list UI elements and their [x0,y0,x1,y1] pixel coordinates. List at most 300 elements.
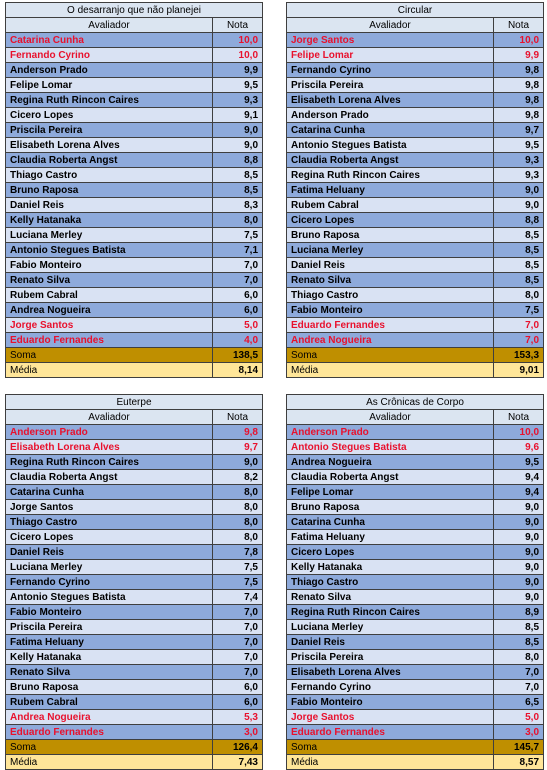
score-value: 8,0 [494,288,544,303]
evaluator-name: Luciana Merley [287,620,494,635]
sum-value: 138,5 [213,348,263,363]
evaluator-name: Jorge Santos [6,500,213,515]
evaluator-name: Fernando Cyrino [6,575,213,590]
table-row [6,243,263,258]
score-value: 8,5 [494,243,544,258]
evaluator-name: Anderson Prado [6,425,213,440]
score-value: 7,0 [213,620,263,635]
evaluator-name: Rubem Cabral [287,198,494,213]
table-row [6,605,263,620]
evaluator-name: Bruno Raposa [6,680,213,695]
score-value: 7,5 [213,560,263,575]
column-header-row [6,18,263,33]
evaluator-name: Fabio Monteiro [6,258,213,273]
table-title-row [287,3,544,18]
sum-row [287,740,544,755]
average-label: Média [287,363,494,378]
table-row [287,333,544,348]
score-value: 8,5 [494,228,544,243]
table-row [6,545,263,560]
table-row [287,650,544,665]
table-row [6,138,263,153]
table-row [6,318,263,333]
table-row [287,48,544,63]
table-row [6,258,263,273]
column-header-evaluator: Avaliador [287,410,494,425]
score-value: 9,3 [213,93,263,108]
table-row [287,318,544,333]
score-value: 9,8 [494,78,544,93]
table-row [287,710,544,725]
table-row [6,123,263,138]
score-table [5,394,263,770]
score-value: 10,0 [213,33,263,48]
score-value: 8,5 [213,168,263,183]
score-value: 8,5 [494,635,544,650]
score-value: 8,8 [213,153,263,168]
score-value: 9,0 [213,455,263,470]
score-value: 7,0 [494,333,544,348]
evaluator-name: Kelly Hatanaka [6,650,213,665]
table-row [287,213,544,228]
table-row [6,183,263,198]
evaluator-name: Fatima Heluany [287,183,494,198]
evaluator-name: Andrea Nogueira [6,710,213,725]
evaluator-name: Fabio Monteiro [6,605,213,620]
evaluator-name: Luciana Merley [6,560,213,575]
score-value: 5,0 [213,318,263,333]
table-row [287,123,544,138]
score-value: 9,0 [494,515,544,530]
score-value: 9,8 [494,108,544,123]
score-value: 9,6 [494,440,544,455]
evaluator-name: Regina Ruth Rincon Caires [287,605,494,620]
table-row [6,228,263,243]
column-header-row [6,410,263,425]
score-value: 8,5 [494,620,544,635]
score-value: 8,0 [213,515,263,530]
score-value: 9,0 [494,500,544,515]
table-row [287,500,544,515]
table-row [287,590,544,605]
evaluator-name: Catarina Cunha [287,515,494,530]
average-value: 9,01 [494,363,544,378]
evaluator-name: Antonio Stegues Batista [287,138,494,153]
evaluator-name: Priscila Pereira [6,620,213,635]
score-value: 9,1 [213,108,263,123]
table-row [287,695,544,710]
evaluator-name: Fatima Heluany [287,530,494,545]
table-row [6,635,263,650]
evaluator-name: Daniel Reis [287,258,494,273]
evaluator-name: Cicero Lopes [6,108,213,123]
table-row [6,455,263,470]
table-row [287,33,544,48]
evaluator-name: Fabio Monteiro [287,695,494,710]
table-row [6,63,263,78]
table-row [6,515,263,530]
column-header-row [287,18,544,33]
evaluator-name: Eduardo Fernandes [6,725,213,740]
table-row [6,303,263,318]
average-value: 7,43 [213,755,263,770]
score-value: 9,8 [494,93,544,108]
score-value: 8,0 [213,485,263,500]
score-value: 7,0 [494,680,544,695]
table-row [287,620,544,635]
table-row [6,680,263,695]
column-header-score: Nota [494,18,544,33]
score-value: 9,0 [494,545,544,560]
score-value: 9,0 [213,138,263,153]
score-value: 6,0 [213,680,263,695]
sum-row [6,740,263,755]
sum-row [6,348,263,363]
table-row [287,470,544,485]
score-value: 7,5 [213,228,263,243]
evaluator-name: Claudia Roberta Angst [6,153,213,168]
evaluator-name: Felipe Lomar [287,48,494,63]
evaluator-name: Jorge Santos [287,33,494,48]
score-table [286,394,544,770]
table-row [287,138,544,153]
evaluator-name: Antonio Stegues Batista [6,590,213,605]
score-value: 7,5 [213,575,263,590]
score-value: 5,0 [494,710,544,725]
evaluator-name: Fernando Cyrino [6,48,213,63]
evaluator-name: Fabio Monteiro [287,303,494,318]
score-value: 7,1 [213,243,263,258]
average-label: Média [6,363,213,378]
sum-label: Soma [287,348,494,363]
evaluator-name: Eduardo Fernandes [287,318,494,333]
table-row [6,470,263,485]
evaluator-name: Thiago Castro [6,168,213,183]
score-value: 7,0 [494,665,544,680]
evaluator-name: Catarina Cunha [287,123,494,138]
score-value: 9,5 [494,138,544,153]
table-row [6,440,263,455]
evaluator-name: Kelly Hatanaka [287,560,494,575]
table-row [287,108,544,123]
score-value: 9,5 [213,78,263,93]
evaluator-name: Elisabeth Lorena Alves [287,665,494,680]
table-row [6,168,263,183]
score-value: 3,0 [213,725,263,740]
table-row [287,183,544,198]
score-value: 7,0 [213,635,263,650]
sum-label: Soma [287,740,494,755]
average-label: Média [287,755,494,770]
table-row [6,108,263,123]
evaluator-name: Antonio Stegues Batista [287,440,494,455]
score-value: 8,5 [494,273,544,288]
score-value: 9,8 [213,425,263,440]
table-row [287,273,544,288]
evaluator-name: Jorge Santos [287,710,494,725]
evaluator-name: Bruno Raposa [6,183,213,198]
evaluator-name: Felipe Lomar [6,78,213,93]
score-value: 9,3 [494,168,544,183]
score-value: 9,0 [494,198,544,213]
table-row [6,575,263,590]
evaluator-name: Rubem Cabral [6,288,213,303]
table-row [6,530,263,545]
score-value: 5,3 [213,710,263,725]
evaluator-name: Elisabeth Lorena Alves [6,440,213,455]
table-title-row [6,3,263,18]
table-row [6,665,263,680]
average-row [287,363,544,378]
evaluator-name: Renato Silva [6,665,213,680]
score-value: 9,0 [494,530,544,545]
table-row [6,710,263,725]
evaluator-name: Bruno Raposa [287,228,494,243]
evaluator-name: Daniel Reis [6,198,213,213]
score-value: 8,2 [213,470,263,485]
table-row [287,243,544,258]
table-row [287,515,544,530]
table-row [6,500,263,515]
evaluator-name: Cicero Lopes [6,530,213,545]
evaluator-name: Elisabeth Lorena Alves [6,138,213,153]
evaluator-name: Elisabeth Lorena Alves [287,93,494,108]
score-table [5,2,263,378]
evaluator-name: Andrea Nogueira [6,303,213,318]
score-value: 9,0 [494,560,544,575]
column-header-score: Nota [213,410,263,425]
score-value: 6,0 [213,695,263,710]
evaluator-name: Eduardo Fernandes [287,725,494,740]
score-value: 9,0 [494,183,544,198]
evaluator-name: Anderson Prado [287,425,494,440]
table-row [287,455,544,470]
table-title: As Crônicas de Corpo [287,395,544,410]
evaluator-name: Thiago Castro [287,288,494,303]
table-row [6,213,263,228]
table-row [6,333,263,348]
score-value: 9,3 [494,153,544,168]
evaluator-name: Priscila Pereira [6,123,213,138]
score-value: 7,0 [213,258,263,273]
table-row [6,425,263,440]
score-value: 9,9 [494,48,544,63]
score-value: 8,9 [494,605,544,620]
score-value: 10,0 [494,425,544,440]
table-title: Euterpe [6,395,263,410]
evaluator-name: Thiago Castro [6,515,213,530]
table-row [6,725,263,740]
average-row [287,755,544,770]
table-row [287,530,544,545]
score-value: 7,0 [494,318,544,333]
score-value: 9,4 [494,470,544,485]
table-row [6,33,263,48]
evaluator-name: Fatima Heluany [6,635,213,650]
table-row [287,545,544,560]
score-value: 7,0 [213,605,263,620]
score-value: 8,0 [213,530,263,545]
table-row [6,650,263,665]
evaluator-name: Daniel Reis [6,545,213,560]
evaluator-name: Eduardo Fernandes [6,333,213,348]
sum-label: Soma [6,348,213,363]
score-value: 7,0 [213,665,263,680]
score-value: 6,5 [494,695,544,710]
score-value: 9,9 [213,63,263,78]
evaluator-name: Jorge Santos [6,318,213,333]
sum-value: 126,4 [213,740,263,755]
column-header-evaluator: Avaliador [6,410,213,425]
evaluator-name: Cicero Lopes [287,213,494,228]
sum-row [287,348,544,363]
table-row [6,695,263,710]
evaluator-name: Felipe Lomar [287,485,494,500]
evaluator-name: Regina Ruth Rincon Caires [6,93,213,108]
score-table [286,2,544,378]
evaluator-name: Renato Silva [287,273,494,288]
score-value: 7,0 [213,650,263,665]
table-title: O desarranjo que não planejei [6,3,263,18]
column-header-evaluator: Avaliador [6,18,213,33]
evaluator-name: Regina Ruth Rincon Caires [6,455,213,470]
average-label: Média [6,755,213,770]
table-row [287,680,544,695]
table-row [287,78,544,93]
table-row [6,153,263,168]
score-value: 8,5 [494,258,544,273]
sum-value: 145,7 [494,740,544,755]
table-row [287,258,544,273]
score-value: 7,0 [213,273,263,288]
average-row [6,363,263,378]
table-row [287,303,544,318]
table-row [287,228,544,243]
table-title-row [287,395,544,410]
evaluator-name: Fernando Cyrino [287,680,494,695]
table-row [287,575,544,590]
evaluator-name: Anderson Prado [287,108,494,123]
evaluator-name: Andrea Nogueira [287,333,494,348]
table-row [287,153,544,168]
evaluator-name: Priscila Pereira [287,78,494,93]
average-value: 8,57 [494,755,544,770]
table-row [287,288,544,303]
table-row [6,288,263,303]
evaluator-name: Priscila Pereira [287,650,494,665]
table-row [287,560,544,575]
table-row [287,63,544,78]
score-value: 9,0 [494,590,544,605]
evaluator-name: Cicero Lopes [287,545,494,560]
column-header-row [287,410,544,425]
table-row [287,425,544,440]
evaluator-name: Thiago Castro [287,575,494,590]
column-header-score: Nota [213,18,263,33]
score-value: 9,8 [494,63,544,78]
table-row [287,725,544,740]
evaluator-name: Catarina Cunha [6,33,213,48]
evaluator-name: Daniel Reis [287,635,494,650]
evaluator-name: Andrea Nogueira [287,455,494,470]
table-row [287,635,544,650]
score-value: 7,4 [213,590,263,605]
score-value: 6,0 [213,303,263,318]
evaluator-name: Antonio Stegues Batista [6,243,213,258]
score-value: 7,5 [494,303,544,318]
score-value: 9,7 [494,123,544,138]
evaluator-name: Regina Ruth Rincon Caires [287,168,494,183]
score-value: 4,0 [213,333,263,348]
average-value: 8,14 [213,363,263,378]
evaluator-name: Luciana Merley [6,228,213,243]
evaluator-name: Bruno Raposa [287,500,494,515]
evaluator-name: Claudia Roberta Angst [287,470,494,485]
table-row [287,665,544,680]
score-value: 9,0 [494,575,544,590]
table-row [6,485,263,500]
score-value: 8,8 [494,213,544,228]
score-value: 10,0 [494,33,544,48]
score-value: 9,0 [213,123,263,138]
column-header-score: Nota [494,410,544,425]
score-value: 8,5 [213,183,263,198]
table-row [6,560,263,575]
table-row [6,78,263,93]
evaluator-name: Renato Silva [287,590,494,605]
evaluator-name: Claudia Roberta Angst [287,153,494,168]
score-value: 8,0 [494,650,544,665]
table-row [6,48,263,63]
score-value: 8,0 [213,500,263,515]
sum-label: Soma [6,740,213,755]
score-value: 3,0 [494,725,544,740]
table-row [287,485,544,500]
evaluator-name: Luciana Merley [287,243,494,258]
table-row [287,168,544,183]
evaluator-name: Kelly Hatanaka [6,213,213,228]
table-title: Circular [287,3,544,18]
evaluator-name: Renato Silva [6,273,213,288]
score-value: 9,4 [494,485,544,500]
column-header-evaluator: Avaliador [287,18,494,33]
evaluator-name: Anderson Prado [6,63,213,78]
table-row [287,440,544,455]
evaluator-name: Rubem Cabral [6,695,213,710]
table-title-row [6,395,263,410]
score-value: 7,8 [213,545,263,560]
score-value: 8,3 [213,198,263,213]
table-row [6,198,263,213]
sum-value: 153,3 [494,348,544,363]
table-row [6,620,263,635]
table-row [287,605,544,620]
score-value: 8,0 [213,213,263,228]
table-row [6,93,263,108]
table-row [6,590,263,605]
score-value: 9,5 [494,455,544,470]
score-value: 10,0 [213,48,263,63]
table-row [6,273,263,288]
score-value: 9,7 [213,440,263,455]
evaluator-name: Catarina Cunha [6,485,213,500]
table-row [287,198,544,213]
evaluator-name: Fernando Cyrino [287,63,494,78]
evaluator-name: Claudia Roberta Angst [6,470,213,485]
score-value: 6,0 [213,288,263,303]
average-row [6,755,263,770]
table-row [287,93,544,108]
